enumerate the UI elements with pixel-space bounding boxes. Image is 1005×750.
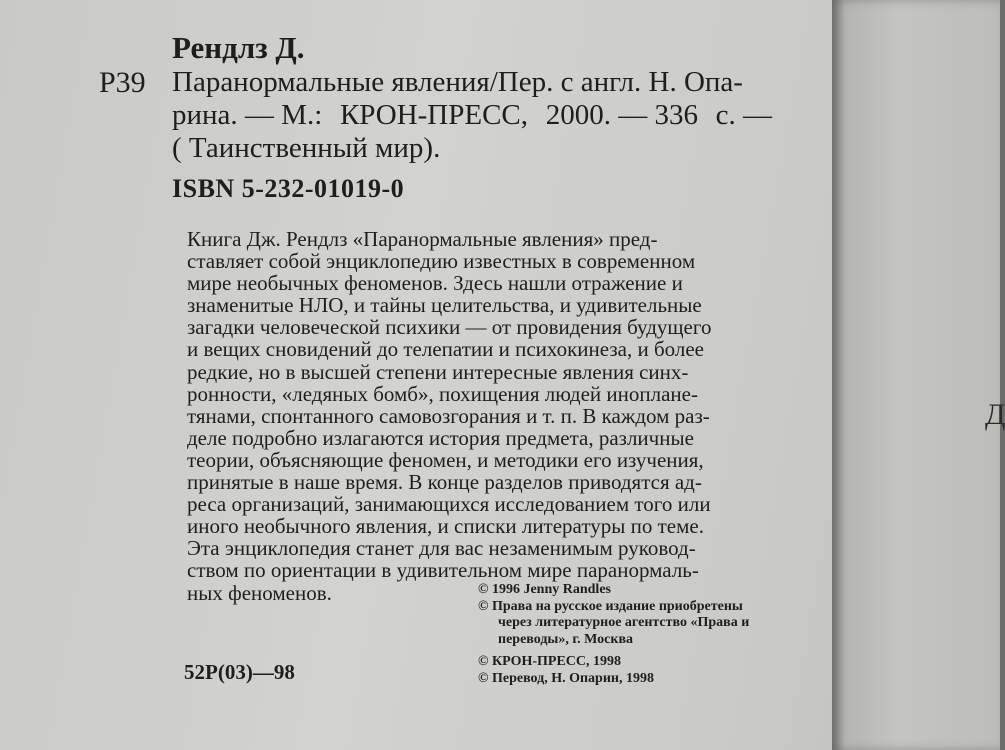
biblio-line: ( Таинственный мир). bbox=[172, 132, 441, 164]
abstract bbox=[187, 228, 711, 604]
adjacent-page bbox=[832, 0, 1000, 750]
copyright-line: © Права на русское издание приобретены bbox=[478, 598, 743, 614]
isbn: ISBN 5-232-01019-0 bbox=[172, 174, 405, 203]
abstract-line: и вещих сновидений до телепатии и психокинеза, и более bbox=[187, 337, 704, 362]
abstract-line: ством по ориентации в удивительном мире паранормаль- bbox=[187, 558, 699, 583]
abstract-line: ных феноменов. bbox=[187, 580, 332, 605]
adjacent-page-letter: Д bbox=[985, 398, 1005, 431]
abstract-line: иного необычного явления, и списки литературы по теме. bbox=[187, 514, 704, 539]
abstract-line: теории, объясняющие феномен, и методики его изучения, bbox=[187, 447, 704, 472]
copyright-line: © Перевод, Н. Опарин, 1998 bbox=[478, 670, 654, 686]
abstract-line: редкие, но в высшей степени интересные явления синх- bbox=[187, 359, 689, 384]
copyright-line: © 1996 Jenny Randles bbox=[478, 582, 611, 597]
abstract-line: реса организаций, занимающихся исследованием того или bbox=[187, 492, 711, 517]
biblio-segment: с. — bbox=[715, 99, 772, 131]
biblio-line-justified bbox=[172, 99, 772, 132]
biblio-line: Паранормальные явления/Пер. с англ. Н. Опа- bbox=[172, 66, 743, 98]
copyright-line: © КРОН-ПРЕСС, 1998 bbox=[478, 654, 622, 669]
bbk-code: 52Р(03)—98 bbox=[184, 660, 295, 684]
author-name: Рендлз Д. bbox=[172, 30, 305, 65]
abstract-line: принятые в наше время. В конце разделов приводятся ад- bbox=[187, 470, 702, 495]
copyright-line: через литературное агентство «Права и bbox=[498, 615, 750, 630]
abstract-line: знаменитые НЛО, и тайны целительства, и удивительные bbox=[187, 293, 702, 318]
abstract-line: тянами, спонтанного самовозгорания и т. п. В каждом раз- bbox=[187, 403, 710, 428]
abstract-line: ронности, «ледяных бомб», похищения людей иноплане- bbox=[187, 381, 698, 406]
biblio-segment: 2000. — 336 bbox=[545, 99, 698, 131]
abstract-line: Эта энциклопедия станет для вас незаменимым руковод- bbox=[187, 536, 696, 561]
abstract-line: Книга Дж. Рендлз «Паранормальные явления» пред- bbox=[187, 227, 658, 251]
copyright-line: переводы», г. Москва bbox=[498, 631, 634, 647]
bibliographic-description bbox=[172, 66, 772, 165]
biblio-segment: КРОН-ПРЕСС, bbox=[339, 99, 529, 131]
abstract-line: деле подробно излагаются история предмета, различные bbox=[187, 425, 694, 450]
biblio-segment: рина. — М.: bbox=[172, 99, 323, 131]
library-code: Р39 bbox=[99, 66, 146, 99]
abstract-line: ставляет собой энциклопедию известных в современном bbox=[187, 249, 696, 274]
copyright-block bbox=[478, 582, 749, 687]
abstract-line: мире необычных феноменов. Здесь нашли отражение и bbox=[187, 271, 683, 296]
abstract-line: загадки человеческой психики — от провидения будущего bbox=[187, 315, 712, 340]
